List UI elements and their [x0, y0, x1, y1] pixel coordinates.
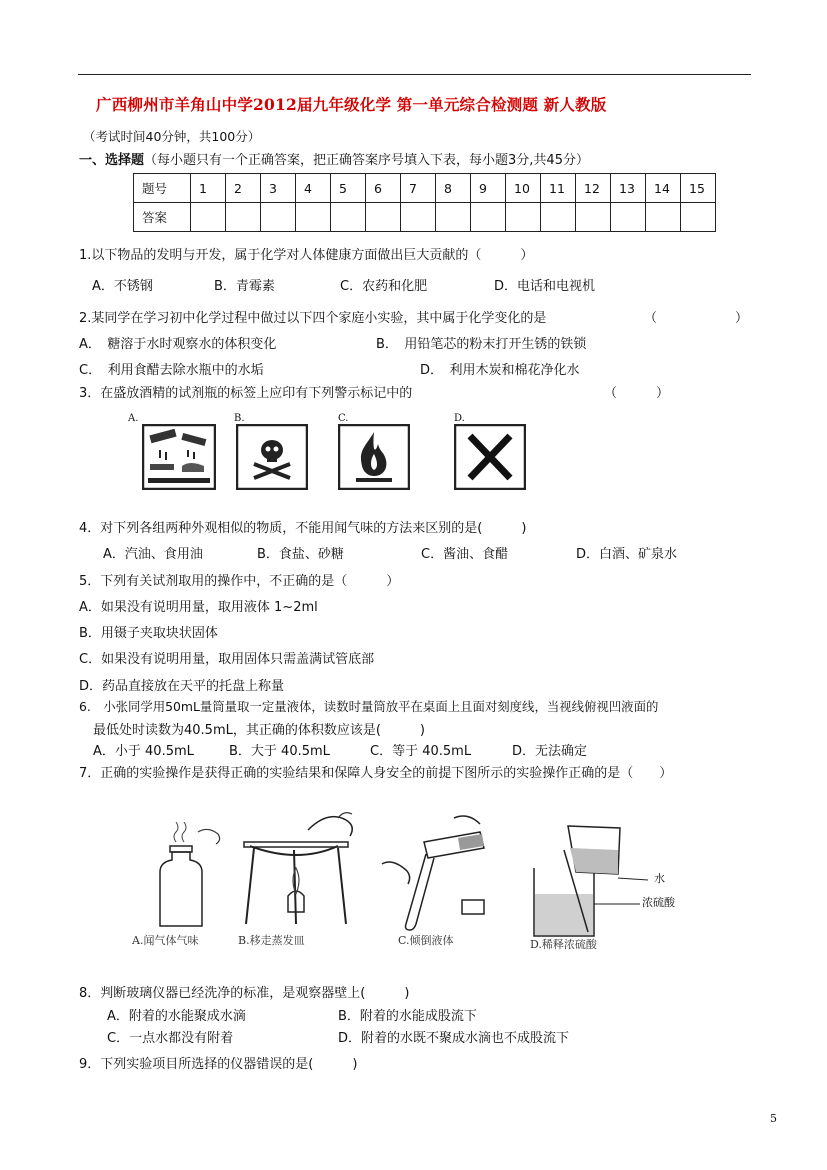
- q8-option-d: D．附着的水既不聚成水滴也不成股流下: [338, 1031, 570, 1046]
- sign-label-a: A.: [128, 413, 139, 424]
- q2-option-b: B． 用铅笔芯的粉末打开生锈的铁锁: [376, 337, 587, 352]
- q5-option-b: B．用镊子夹取块状固体: [79, 626, 218, 641]
- q4-stem: 4．对下列各组两种外观相似的物质，不能用闻气味的方法来区别的是( ): [79, 521, 527, 536]
- section-instruction: （每小题只有一个正确答案，把正确答案序号填入下表，每小题3分,共45分）: [144, 153, 589, 168]
- table-cell: 14: [646, 174, 681, 203]
- answer-cell[interactable]: [471, 203, 506, 232]
- table-row: [134, 203, 716, 232]
- table-cell: 4: [296, 174, 331, 203]
- caption-a: A.闻气体气味: [132, 934, 199, 947]
- answer-cell[interactable]: [191, 203, 226, 232]
- answer-cell[interactable]: [261, 203, 296, 232]
- q5-option-c: C．如果没有说明用量，取用固体只需盖满试管底部: [79, 652, 375, 667]
- q6-stem-line2: 最低处时读数为40.5mL，其正确的体积数应该是( ): [93, 723, 425, 738]
- q1-option-a: A．不锈钢: [92, 279, 153, 294]
- q1-stem: 1.以下物品的发明与开发，属于化学对人体健康方面做出巨大贡献的（ ）: [79, 248, 534, 263]
- answer-cell[interactable]: [576, 203, 611, 232]
- table-cell: 15: [681, 174, 716, 203]
- q9-stem: 9．下列实验项目所选择的仪器错误的是( ): [79, 1057, 358, 1072]
- q2-option-c: C． 利用食醋去除水瓶中的水垢: [79, 363, 264, 378]
- answer-cell[interactable]: [646, 203, 681, 232]
- q6-option-b: B．大于 40.5mL: [229, 744, 330, 759]
- q8-option-c: C．一点水都没有附着: [107, 1031, 234, 1046]
- lab-operations-figure: [130, 800, 700, 960]
- table-cell: 7: [401, 174, 436, 203]
- q7-stem: 7．正确的实验操作是获得正确的实验结果和保障人身安全的前提下图所示的实验操作正确的是（ ）: [79, 766, 673, 781]
- table-cell: 1: [191, 174, 226, 203]
- table-cell: 8: [436, 174, 471, 203]
- caption-d: D.稀释浓硫酸: [530, 938, 597, 951]
- q6-stem-line1: 6. 小张同学用50mL量筒量取一定量液体，读数时量筒放平在桌面上且面对刻度线，当视线俯视凹液面的: [79, 699, 659, 714]
- table-cell: 10: [506, 174, 541, 203]
- header-rule: [78, 74, 751, 75]
- answer-cell[interactable]: [436, 203, 471, 232]
- pouring-test-tube-icon: [362, 814, 502, 934]
- answer-cell[interactable]: [681, 203, 716, 232]
- tripod-burner-icon: [238, 800, 368, 930]
- page-number: 5: [770, 1112, 777, 1125]
- q2-answer-paren: （ ）: [644, 311, 749, 326]
- q4-option-d: D．白酒、矿泉水: [576, 547, 678, 562]
- q2-option-d: D． 利用木炭和棉花净化水: [420, 363, 580, 378]
- q1-option-b: B．青霉素: [214, 279, 275, 294]
- table-row: [134, 174, 716, 203]
- q3-answer-paren: （ ）: [604, 386, 670, 401]
- table-cell: 2: [226, 174, 261, 203]
- section-heading: [79, 149, 589, 168]
- label-water: 水: [654, 872, 665, 885]
- label-conc-acid: 浓硫酸: [642, 896, 675, 909]
- q4-option-b: B．食盐、砂糖: [257, 547, 344, 562]
- answer-cell[interactable]: [331, 203, 366, 232]
- q1-option-c: C．农药和化肥: [340, 279, 428, 294]
- table-cell: 5: [331, 174, 366, 203]
- answer-table: [133, 173, 716, 232]
- q8-option-a: A．附着的水能聚成水滴: [107, 1009, 246, 1024]
- answer-cell[interactable]: [611, 203, 646, 232]
- exam-info: （考试时间40分钟，共100分）: [83, 129, 261, 144]
- q8-option-b: B．附着的水能成股流下: [338, 1009, 477, 1024]
- document-title: 广西柳州市羊角山中学2012届九年级化学 第一单元综合检测题 新人教版: [96, 95, 607, 114]
- q3-stem: 3．在盛放酒精的试剂瓶的标签上应印有下列警示标记中的: [79, 386, 413, 401]
- table-cell: 9: [471, 174, 506, 203]
- q1-option-d: D．电话和电视机: [494, 279, 596, 294]
- q6-option-a: A．小于 40.5mL: [93, 744, 194, 759]
- q6-option-c: C．等于 40.5mL: [370, 744, 472, 759]
- table-cell: 3: [261, 174, 296, 203]
- table-cell: 6: [366, 174, 401, 203]
- row-label-answer: 答案: [134, 203, 191, 232]
- q5-stem: 5．下列有关试剂取用的操作中，不正确的是（ ）: [79, 574, 400, 589]
- answer-cell[interactable]: [506, 203, 541, 232]
- answer-cell[interactable]: [296, 203, 331, 232]
- caption-b: B.移走蒸发皿: [238, 934, 305, 947]
- sign-label-b: B.: [234, 413, 245, 424]
- q5-option-d: D．药品直接放在天平的托盘上称量: [79, 679, 285, 694]
- warning-signs-figure: [124, 410, 534, 500]
- table-cell: 11: [541, 174, 576, 203]
- q4-option-c: C．酱油、食醋: [421, 547, 509, 562]
- q4-option-a: A．汽油、食用油: [103, 547, 203, 562]
- table-cell: 12: [576, 174, 611, 203]
- q6-option-d: D．无法确定: [512, 744, 588, 759]
- q5-option-a: A．如果没有说明用量，取用液体 1~2ml: [79, 600, 318, 615]
- answer-cell[interactable]: [226, 203, 261, 232]
- answer-cell[interactable]: [366, 203, 401, 232]
- q2-option-a: A． 糖溶于水时观察水的体积变化: [79, 337, 277, 352]
- sign-label-c: C.: [338, 413, 349, 424]
- answer-cell[interactable]: [401, 203, 436, 232]
- row-label-number: 题号: [134, 174, 191, 203]
- q8-stem: 8．判断玻璃仪器已经洗净的标准，是观察器壁上( ): [79, 986, 410, 1001]
- section-title: 一、选择题: [79, 153, 145, 168]
- skull-icon: [236, 424, 308, 490]
- q2-stem: 2.某同学在学习初中化学过程中做过以下四个家庭小实验，其中属于化学变化的是: [79, 311, 547, 326]
- sign-label-d: D.: [454, 413, 465, 424]
- flammable-icon: [338, 424, 410, 490]
- answer-cell[interactable]: [541, 203, 576, 232]
- table-cell: 13: [611, 174, 646, 203]
- gas-bottle-icon: [138, 822, 228, 932]
- harmful-x-icon: [454, 424, 526, 490]
- caption-c: C.倾倒液体: [398, 934, 454, 947]
- corrosive-icon: [142, 424, 216, 490]
